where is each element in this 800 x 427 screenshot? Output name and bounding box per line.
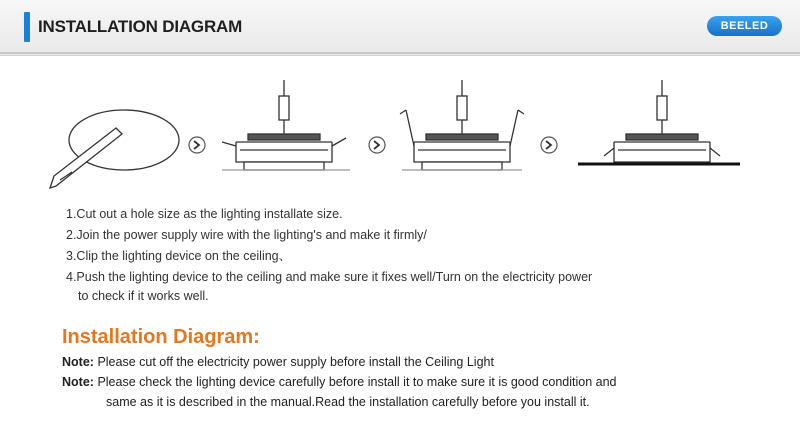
installation-steps [66,204,592,307]
list-item: 4.Push the lighting device to the ceiling and make sure it fixes well/Turn on the electricity power [66,270,593,284]
notes [62,352,616,412]
header-accent-bar [24,12,30,42]
downlight-icon [222,80,350,170]
downlight-icon [400,80,524,170]
list-item: 2.Join the power supply wire with the lighting's and make it firmly/ [66,228,427,242]
section-title: Installation Diagram: [62,326,260,348]
downlight-icon [578,80,740,164]
list-item: to check if it works well. [78,289,209,303]
page-title: INSTALLATION DIAGRAM [38,17,243,36]
hole-cutter-icon [50,110,179,188]
note-row [62,372,616,392]
arrow-right-circle-icon [541,137,557,153]
installation-diagram [0,80,800,200]
arrow-right-circle-icon [369,137,385,153]
note-continuation: same as it is described in the manual.Read the installation carefully before you install it. [106,395,590,409]
note-label: Note: [62,355,94,369]
arrow-right-circle-icon [189,137,205,153]
page-header [0,0,800,56]
list-item: 1.Cut out a hole size as the lighting installate size. [66,207,343,221]
brand-badge: BEELED [707,16,782,36]
header-divider [0,52,800,54]
note-label: Note: [62,375,94,389]
list-item: 3.Clip the lighting device on the ceiling、 [66,249,292,263]
note-row [62,352,616,372]
note-text: Please cut off the electricity power supply before install the Ceiling Light [97,355,494,369]
note-text: Please check the lighting device carefully before install it to make sure it is good condition and [97,375,617,389]
